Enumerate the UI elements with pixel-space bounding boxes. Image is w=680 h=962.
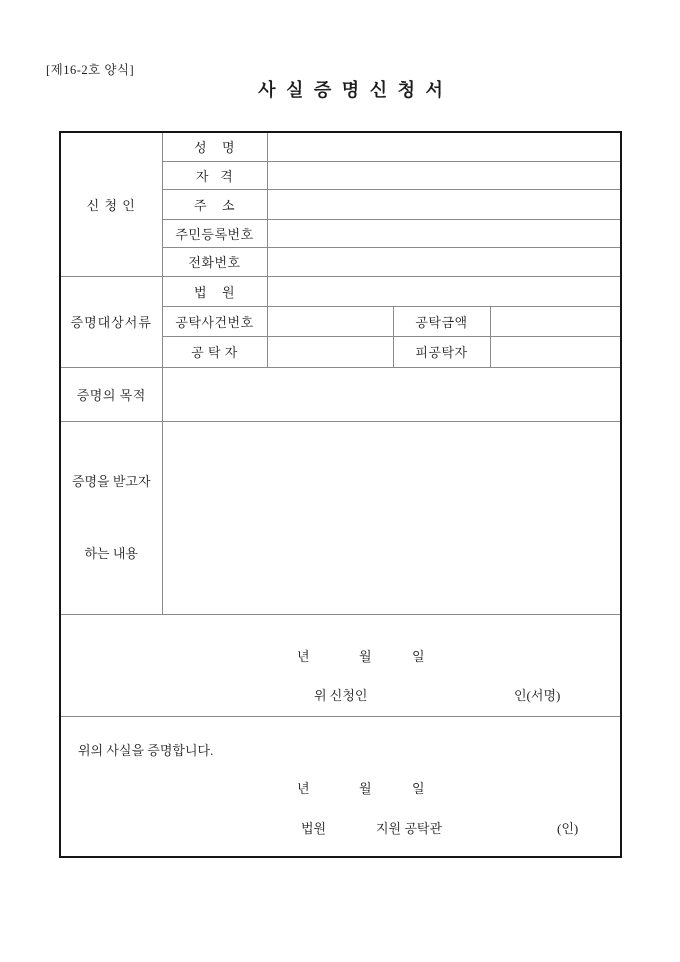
application-form-table — [59, 131, 622, 858]
phone-value-cell — [267, 247, 621, 276]
resident-id-value-cell — [267, 219, 621, 247]
certification-court-label: 법원 — [301, 820, 327, 836]
purpose-value-cell — [162, 367, 621, 421]
page-title: 사 실 증 명 신 청 서 — [258, 80, 446, 100]
purpose-field-label: 증명의 목적 — [60, 367, 162, 421]
signature-date-year-label: 년 — [297, 649, 310, 664]
content-field-label — [60, 421, 162, 614]
resident-id-field-label: 주민등록번호 — [162, 219, 267, 247]
signature-date-day-label: 일 — [412, 649, 425, 664]
payee-value-cell — [490, 336, 621, 367]
depositor-value-cell — [267, 336, 393, 367]
signature-block-row — [60, 614, 621, 716]
table-row — [60, 421, 621, 614]
address-field-label: 주 소 — [162, 189, 267, 219]
certification-statement: 위의 사실을 증명합니다. — [78, 742, 214, 758]
deposit-amount-value-cell — [490, 306, 621, 336]
certification-seal-label: (인) — [557, 820, 579, 836]
payee-field-label: 피공탁자 — [393, 336, 490, 367]
content-label-line2: 하는 내용 — [84, 545, 138, 561]
phone-field-label: 전화번호 — [162, 247, 267, 276]
content-label-line1: 증명을 받고자 — [71, 473, 151, 489]
deposit-case-no-value-cell — [267, 306, 393, 336]
depositor-field-label: 공 탁 자 — [162, 336, 267, 367]
applicant-section-label: 신 청 인 — [60, 132, 162, 276]
table-row — [60, 132, 621, 161]
signature-seal-label: 인(서명) — [514, 688, 561, 703]
form-number-label: [제16-2호 양식] — [46, 63, 135, 77]
certification-block-row — [60, 716, 621, 857]
court-field-label: 법 원 — [162, 276, 267, 306]
address-value-cell — [267, 189, 621, 219]
certification-date-month-label: 월 — [359, 780, 372, 796]
table-row — [60, 276, 621, 306]
table-row — [60, 367, 621, 421]
signature-block-cell — [60, 614, 621, 716]
certification-date-year-label: 년 — [297, 780, 310, 796]
name-field-label: 성 명 — [162, 132, 267, 161]
content-value-cell — [162, 421, 621, 614]
deposit-amount-field-label: 공탁금액 — [393, 306, 490, 336]
qualification-value-cell — [267, 161, 621, 189]
qualification-field-label: 자 격 — [162, 161, 267, 189]
court-value-cell — [267, 276, 621, 306]
certification-block-cell — [60, 716, 621, 857]
documents-section-label: 증명대상서류 — [60, 276, 162, 367]
certification-officer-label: 지원 공탁관 — [376, 820, 443, 836]
name-value-cell — [267, 132, 621, 161]
signature-applicant-label: 위 신청인 — [314, 688, 368, 703]
signature-date-month-label: 월 — [359, 649, 372, 664]
certification-date-day-label: 일 — [412, 780, 425, 796]
deposit-case-no-field-label: 공탁사건번호 — [162, 306, 267, 336]
